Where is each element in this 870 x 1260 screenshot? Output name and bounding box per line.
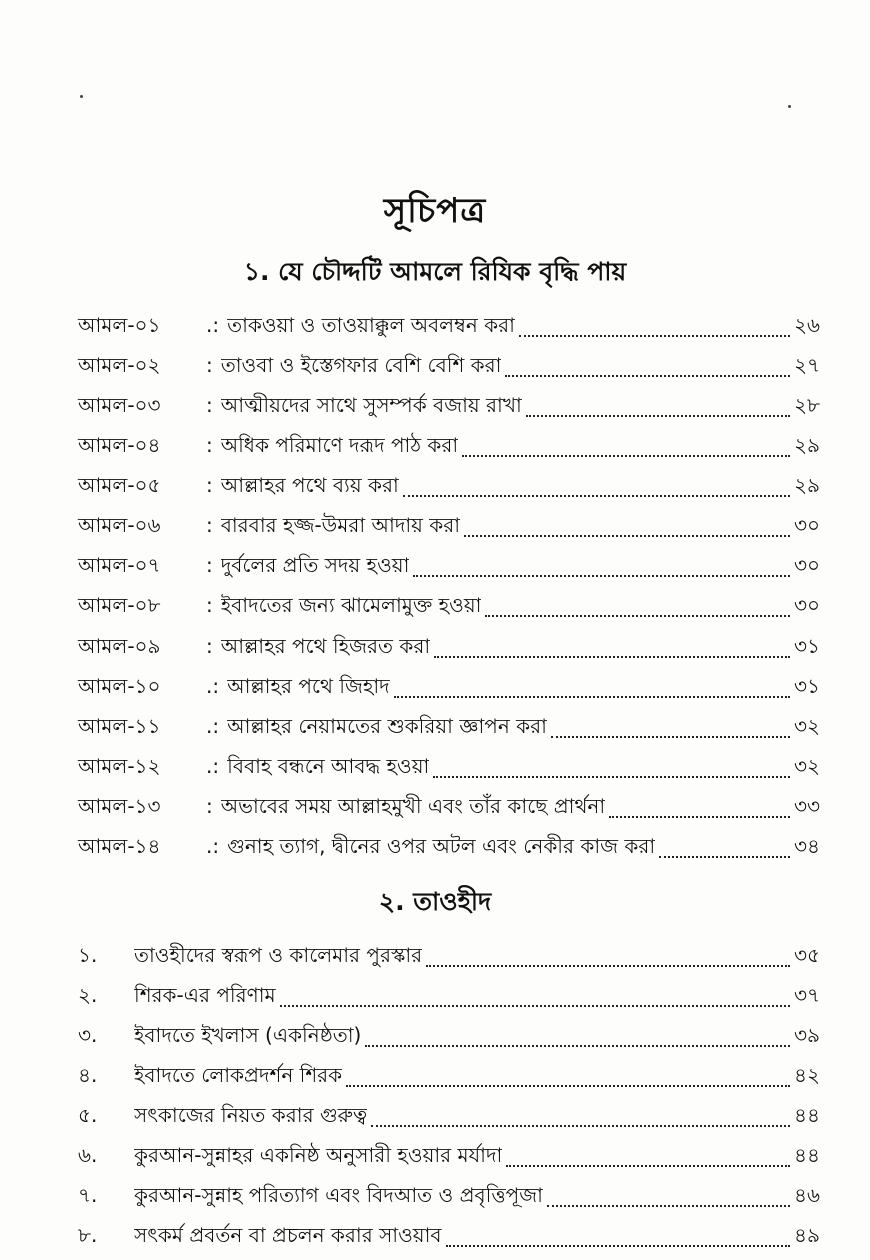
dot-leader <box>433 776 790 778</box>
entry-title: অভাবের সময় আল্লাহমুখী এবং তাঁর কাছে প্রার্থনা <box>220 794 606 818</box>
toc-entry[interactable] <box>78 752 820 786</box>
entry-separator: : <box>206 433 213 457</box>
entry-page-number: ৩৫ <box>794 943 820 967</box>
toc-entry[interactable] <box>78 672 820 706</box>
entry-separator: .: <box>206 674 220 698</box>
entry-separator: .: <box>206 834 220 858</box>
dot-leader <box>485 615 790 617</box>
entry-label: আমল-১৩ <box>78 794 161 818</box>
entry-label: আমল-০৯ <box>78 634 161 658</box>
entry-number: ৫. <box>78 1103 98 1127</box>
entry-page-number: ৪৬ <box>794 1183 820 1207</box>
entry-title: ইবাদতের জন্য ঝামেলামুক্ত হওয়া <box>220 593 482 617</box>
entry-page-number: ৩৪ <box>794 834 820 858</box>
dot-leader <box>506 1165 790 1167</box>
toc-entry[interactable] <box>78 351 820 385</box>
toc-entry[interactable] <box>78 1061 820 1095</box>
entry-page-number: ৩১ <box>794 674 820 698</box>
entry-page-number: ৩০ <box>793 553 820 577</box>
dot-leader <box>446 1245 791 1247</box>
entry-number: ৮. <box>78 1223 98 1247</box>
entry-title: তাওবা ও ইস্তেগফার বেশি বেশি করা <box>220 353 502 377</box>
toc-entry[interactable] <box>78 471 820 505</box>
print-speck <box>80 95 83 98</box>
entry-title: বিবাহ বন্ধনে আবদ্ধ হওয়া <box>227 754 430 778</box>
entry-page-number: ৩২ <box>793 754 820 778</box>
entry-label: আমল-১০ <box>78 674 161 698</box>
entry-page-number: ২৬ <box>793 313 820 337</box>
toc-entry[interactable] <box>78 712 820 746</box>
entry-label: আমল-০৪ <box>78 433 161 457</box>
entry-separator: : <box>206 794 213 818</box>
dot-leader <box>609 816 790 818</box>
dot-leader <box>346 1085 790 1087</box>
entry-title: কুরআন-সুন্নাহর একনিষ্ঠ অনুসারী হওয়ার মর্যাদা <box>134 1143 503 1167</box>
entry-page-number: ২৭ <box>793 353 820 377</box>
entry-separator: .: <box>206 313 220 337</box>
dot-leader <box>659 856 790 858</box>
entry-page-number: ৩৯ <box>794 1023 820 1047</box>
entry-title: অধিক পরিমাণে দরূদ পাঠ করা <box>220 433 459 457</box>
entry-title: তাওহীদের স্বরূপ ও কালেমার পুরস্কার <box>134 943 423 967</box>
entry-title: ইবাদতে ইখলাস (একনিষ্ঠতা) <box>134 1023 362 1047</box>
toc-entry[interactable] <box>78 391 820 425</box>
toc-entry[interactable] <box>78 1181 820 1215</box>
entry-page-number: ৩০ <box>793 593 820 617</box>
toc-entry[interactable] <box>78 792 820 826</box>
entry-title: ইবাদতে লোকপ্রদর্শন শিরক <box>134 1063 343 1087</box>
entry-label: আমল-০৩ <box>78 393 161 417</box>
entry-number: ৬. <box>78 1143 98 1167</box>
print-speck <box>788 105 791 108</box>
entry-separator: : <box>206 353 213 377</box>
entry-separator: .: <box>206 714 220 738</box>
toc-entry[interactable] <box>78 981 820 1015</box>
dot-leader <box>365 1045 790 1047</box>
page-title: সূচিপত্র <box>383 191 487 231</box>
entry-page-number: ২৯ <box>794 473 820 497</box>
entry-title: শিরক-এর পরিণাম <box>134 983 276 1007</box>
entry-label: আমল-০১ <box>78 313 161 337</box>
dot-leader <box>526 415 790 417</box>
entry-title: সৎকাজের নিয়ত করার গুরুত্ব <box>134 1103 368 1127</box>
toc-entry[interactable] <box>78 511 820 545</box>
entry-label: আমল-০৫ <box>78 473 161 497</box>
toc-entry[interactable] <box>78 311 820 345</box>
entry-number: ৩. <box>78 1023 98 1047</box>
dot-leader <box>426 965 790 967</box>
dot-leader <box>394 696 790 698</box>
toc-entry[interactable] <box>78 941 820 975</box>
entry-separator: : <box>206 513 213 537</box>
dot-leader <box>403 495 790 497</box>
dot-leader <box>413 575 790 577</box>
entry-label: আমল-১২ <box>78 754 161 778</box>
entry-number: ১. <box>78 943 98 967</box>
toc-entry[interactable] <box>78 1021 820 1055</box>
entry-title: সৎকর্ম প্রবর্তন বা প্রচলন করার সাওয়াব <box>134 1223 442 1247</box>
entry-label: আমল-০৭ <box>78 553 161 577</box>
toc-entry[interactable] <box>78 591 820 625</box>
dot-leader <box>280 1005 790 1007</box>
entry-page-number: ২৮ <box>794 393 820 417</box>
entry-title: কুরআন-সুন্নাহ পরিত্যাগ এবং বিদআত ও প্রবৃত্তিপূজা <box>134 1183 543 1207</box>
toc-entry[interactable] <box>78 1101 820 1135</box>
toc-entry[interactable] <box>78 551 820 585</box>
entry-title: তাকওয়া ও তাওয়াক্কুল অবলম্বন করা <box>227 313 515 337</box>
entry-page-number: ৩০ <box>793 513 820 537</box>
section-heading: ২. তাওহীদ <box>378 887 492 916</box>
entry-label: আমল-০৬ <box>78 513 161 537</box>
entry-number: ৭. <box>78 1183 98 1207</box>
entry-separator: : <box>206 593 213 617</box>
entry-page-number: ২৯ <box>794 433 820 457</box>
entry-separator: : <box>206 634 213 658</box>
dot-leader <box>464 535 790 537</box>
entry-label: আমল-০২ <box>78 353 161 377</box>
entry-title: আল্লাহর পথে হিজরত করা <box>220 634 431 658</box>
dot-leader <box>551 736 790 738</box>
dot-leader <box>434 656 790 658</box>
entry-page-number: ৪৪ <box>794 1103 820 1127</box>
entry-separator: .: <box>206 754 220 778</box>
entry-page-number: ৩৭ <box>793 983 820 1007</box>
entry-title: বারবার হজ্জ-উমরা আদায় করা <box>220 513 461 537</box>
entry-label: আমল-১৪ <box>78 834 161 858</box>
entry-title: আল্লাহর পথে ব্যয় করা <box>220 473 399 497</box>
section-heading: ১. যে চৌদ্দটি আমলে রিযিক বৃদ্ধি পায় <box>243 257 627 286</box>
toc-entry[interactable] <box>78 431 820 465</box>
entry-title: আত্মীয়দের সাথে সুসম্পর্ক বজায় রাখা <box>220 393 522 417</box>
entry-page-number: ৪২ <box>794 1063 820 1087</box>
entry-page-number: ৩২ <box>793 714 820 738</box>
dot-leader <box>462 455 790 457</box>
entry-number: ৪. <box>78 1063 98 1087</box>
entry-label: আমল-০৮ <box>78 593 161 617</box>
entry-title: আল্লাহর পথে জিহাদ <box>227 674 390 698</box>
entry-separator: : <box>206 553 213 577</box>
entry-number: ২. <box>78 983 98 1007</box>
dot-leader <box>519 335 790 337</box>
entry-separator: : <box>206 393 213 417</box>
entry-title: আল্লাহর নেয়ামতের শুকরিয়া জ্ঞাপন করা <box>227 714 547 738</box>
entry-page-number: ৩১ <box>794 634 820 658</box>
dot-leader <box>547 1205 790 1207</box>
entry-page-number: ৩৩ <box>793 794 820 818</box>
entry-title: দুর্বলের প্রতি সদয় হওয়া <box>220 553 410 577</box>
toc-entry[interactable] <box>78 832 820 866</box>
dot-leader <box>371 1125 790 1127</box>
entry-label: আমল-১১ <box>78 714 161 738</box>
entry-page-number: ৪৪ <box>794 1143 820 1167</box>
entry-page-number: ৪৯ <box>794 1223 820 1247</box>
toc-entry[interactable] <box>78 632 820 666</box>
dot-leader <box>505 375 790 377</box>
entry-separator: : <box>206 473 213 497</box>
entry-title: গুনাহ ত্যাগ, দ্বীনের ওপর অটল এবং নেকীর কাজ করা <box>227 834 656 858</box>
toc-entry[interactable] <box>78 1221 820 1255</box>
toc-entry[interactable] <box>78 1141 820 1175</box>
